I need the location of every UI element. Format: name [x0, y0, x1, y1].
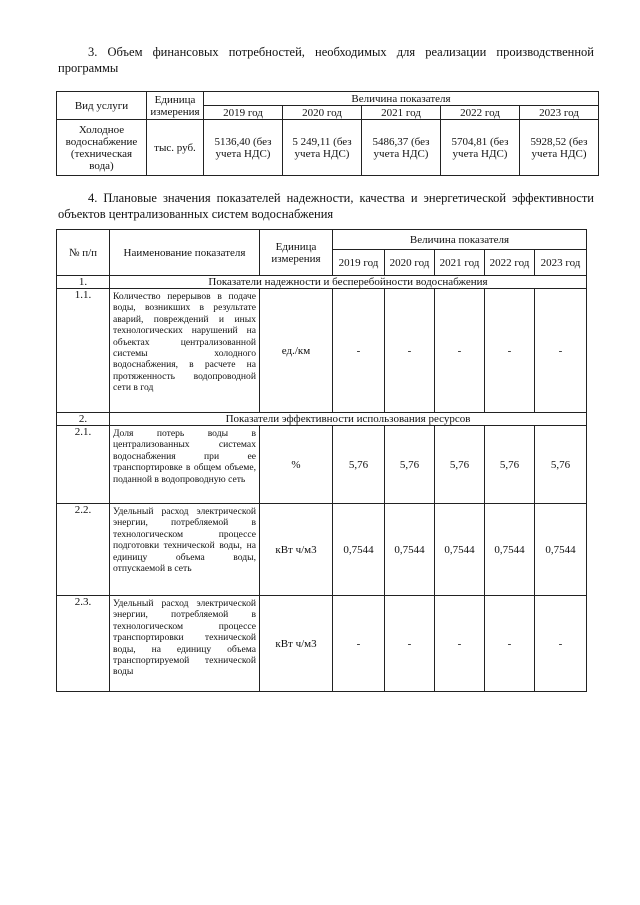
section-num: 2. [57, 413, 110, 426]
row-num: 1.1. [57, 289, 110, 413]
indicators-year: 2023 год [535, 250, 587, 276]
row-value: - [333, 596, 385, 692]
indicators-header-name: Наименование показателя [110, 230, 260, 276]
section-4-heading-line1: 4. Плановые значения показателей надежности, качества и энергетической эффективности [88, 191, 594, 205]
row-value: - [333, 289, 385, 413]
row-unit: ед./км [260, 289, 333, 413]
row-value: - [385, 596, 435, 692]
indicators-header-value: Величина показателя [333, 230, 587, 250]
row-value: - [385, 289, 435, 413]
indicators-header-row [57, 230, 587, 250]
finance-year: 2021 год [362, 106, 441, 120]
finance-value-cell: 5136,40 (без учета НДС) [204, 120, 283, 176]
row-value: 0,7544 [485, 504, 535, 596]
row-value: - [535, 289, 587, 413]
section-row [57, 413, 587, 426]
row-name: Доля потерь воды в централизованных системах водоснабжения при ее транспортировке в общем объеме, поданной в водопроводную сеть [110, 426, 260, 504]
row-unit: % [260, 426, 333, 504]
section-3-heading-line1: 3. Объем финансовых потребностей, необходимых для реализации производственной [88, 45, 594, 59]
row-value: - [435, 289, 485, 413]
section-title: Показатели надежности и бесперебойности водоснабжения [110, 276, 587, 289]
row-value: 5,76 [385, 426, 435, 504]
finance-service-cell: Холодное водоснабжение (техническая вода) [57, 120, 147, 176]
table-row [57, 504, 587, 596]
indicators-year: 2022 год [485, 250, 535, 276]
finance-year: 2019 год [204, 106, 283, 120]
row-value: 0,7544 [385, 504, 435, 596]
finance-header-value: Величина показателя [204, 92, 599, 106]
row-value: 0,7544 [535, 504, 587, 596]
section-num: 1. [57, 276, 110, 289]
finance-header-service: Вид услуги [57, 92, 147, 120]
section-4-heading [58, 190, 594, 222]
section-title: Показатели эффективности использования ресурсов [110, 413, 587, 426]
section-3-heading [58, 44, 594, 76]
row-unit: кВт ч/м3 [260, 596, 333, 692]
section-3-heading-line2: программы [58, 61, 119, 75]
row-value: 0,7544 [435, 504, 485, 596]
row-name: Количество перерывов в подаче воды, возникших в результате аварий, повреждений и иных технологических нарушений на объектах централизованной системы холодного водоснабжения, в расчете на протяженность водопроводной сети в год [110, 289, 260, 413]
section-4-heading-line2: объектов централизованных систем водоснабжения [58, 207, 334, 221]
finance-unit-cell: тыс. руб. [147, 120, 204, 176]
indicators-table [56, 229, 587, 692]
finance-year: 2023 год [520, 106, 599, 120]
row-value: - [435, 596, 485, 692]
table-row [57, 289, 587, 413]
finance-data-row [57, 120, 599, 176]
row-value: - [535, 596, 587, 692]
row-value: 5,76 [535, 426, 587, 504]
indicators-year: 2019 год [333, 250, 385, 276]
row-num: 2.3. [57, 596, 110, 692]
indicators-year: 2021 год [435, 250, 485, 276]
row-value: 5,76 [333, 426, 385, 504]
row-value: - [485, 596, 535, 692]
finance-value-cell: 5 249,11 (без учета НДС) [283, 120, 362, 176]
row-value: - [485, 289, 535, 413]
row-name: Удельный расход электрической энергии, потребляемой в технологическом процессе транспортировки технической воды, на единицу объема транспортируемой технической воды [110, 596, 260, 692]
finance-value-cell: 5486,37 (без учета НДС) [362, 120, 441, 176]
finance-year: 2020 год [283, 106, 362, 120]
row-value: 5,76 [485, 426, 535, 504]
row-value: 0,7544 [333, 504, 385, 596]
row-num: 2.2. [57, 504, 110, 596]
indicators-header-unit: Единица измерения [260, 230, 333, 276]
row-num: 2.1. [57, 426, 110, 504]
table-row [57, 596, 587, 692]
finance-value-cell: 5928,52 (без учета НДС) [520, 120, 599, 176]
indicators-header-num: № п/п [57, 230, 110, 276]
table-row [57, 426, 587, 504]
row-name: Удельный расход электрической энергии, потребляемой в технологическом процессе подготовки технической воды, на единицу объема воды, отпускаемой в сеть [110, 504, 260, 596]
finance-header-unit: Единица измерения [147, 92, 204, 120]
finance-header-row [57, 92, 599, 106]
section-row [57, 276, 587, 289]
finance-value-cell: 5704,81 (без учета НДС) [441, 120, 520, 176]
row-value: 5,76 [435, 426, 485, 504]
finance-needs-table [56, 91, 599, 176]
finance-year: 2022 год [441, 106, 520, 120]
indicators-year: 2020 год [385, 250, 435, 276]
row-unit: кВт ч/м3 [260, 504, 333, 596]
